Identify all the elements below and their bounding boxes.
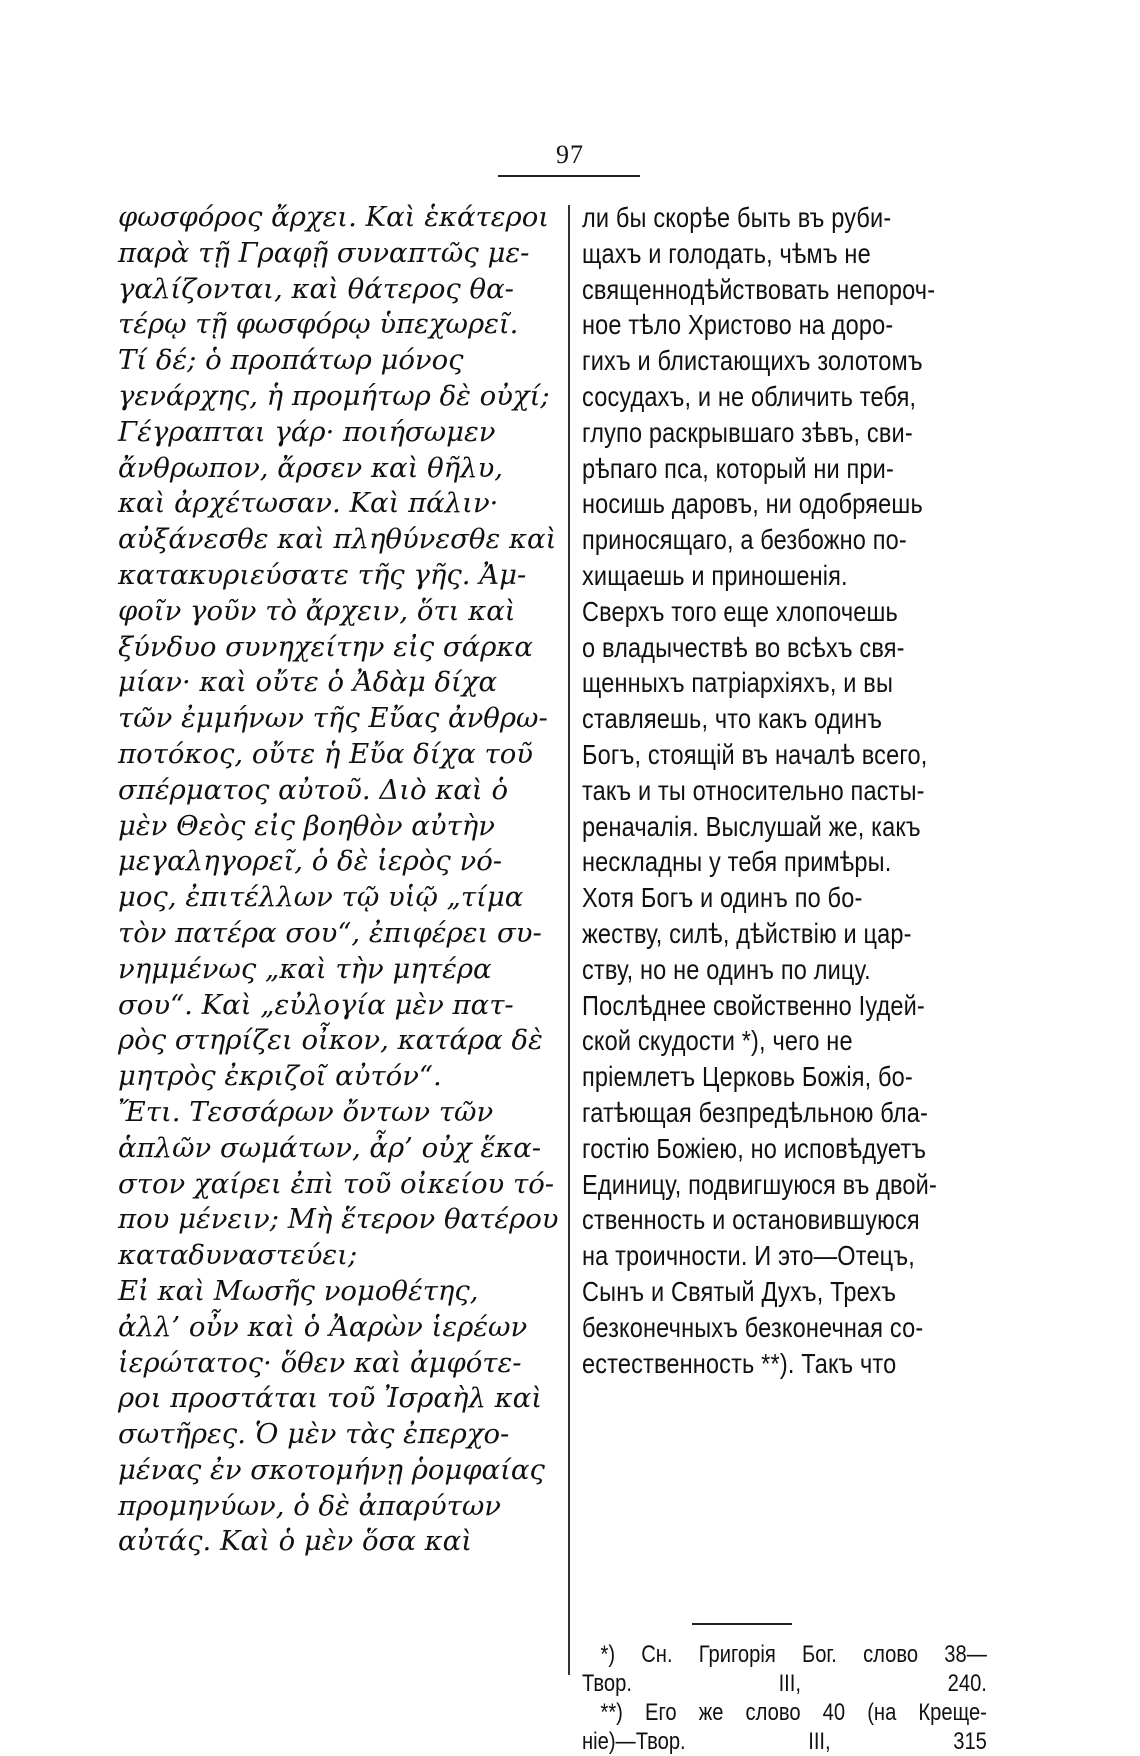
text-line: носишь даровъ, ни одобряешь <box>582 488 923 520</box>
text-line: σωτῆρες. Ὁ μὲν τὰς ἐπερχο- <box>118 1418 510 1451</box>
footnote-line: *) Сн. Григорія Бог. слово 38— <box>600 1641 987 1668</box>
text-line: μος, ἐπιτέλλων τῷ υἱῷ „τίμα <box>118 881 524 914</box>
text-line: реначалія. Выслушай же, какъ <box>582 810 921 842</box>
text-line: μὲν Θεὸς εἰς βοηθὸν αὐτὴν <box>118 809 495 842</box>
text-line: σου“. Καὶ „εὐλογία μὲν πατ- <box>118 988 514 1021</box>
right-column-russian <box>582 200 995 1381</box>
header-rule <box>498 175 640 177</box>
text-line: ξύνδυο συνηχείτην εἰς σάρκα <box>118 630 533 663</box>
text-line: Хотя Богъ и одинъ по бо- <box>582 882 863 914</box>
text-line: нескладны у тебя примѣры. <box>582 846 892 878</box>
footnote-line: Твор. III, 240. <box>582 1670 987 1697</box>
footnote-rule <box>692 1623 792 1625</box>
text-line: γενάρχης, ἡ προμήτωρ δὲ οὐχί; <box>118 379 550 412</box>
text-line: μητρὸς ἐκριζοῖ αὐτόν“. <box>118 1060 442 1093</box>
column-divider <box>568 205 570 1675</box>
text-line: αὐτάς. Καὶ ὁ μὲν ὅσα καὶ <box>118 1525 473 1558</box>
text-line: Τί δέ; ὁ προπάτωρ μόνος <box>118 344 464 377</box>
text-line: καταδυναστεύει; <box>118 1239 358 1272</box>
text-line: Γέγραπται γάρ· ποιήσωμεν <box>118 415 496 448</box>
text-line: ἀλλ’ οὖν καὶ ὁ Ἀαρὼν ἱερέων <box>118 1310 528 1343</box>
footnotes <box>582 1640 987 1756</box>
text-line: естественность **). Такъ что <box>582 1347 897 1379</box>
text-line: φωσφόρος ἄρχει. Καὶ ἑκάτεροι <box>118 201 550 233</box>
text-line: рѣпаго пса, который ни при- <box>582 452 894 484</box>
text-line: ἄνθρωπον, ἄρσεν καὶ θῆλυ, <box>118 451 504 484</box>
text-line: такъ и ты относительно пасты- <box>582 774 925 806</box>
footnote-line: ніе)—Твор. III, 315 <box>582 1728 987 1755</box>
text-line: τὸν πατέρα σου“, ἐπιφέρει συ- <box>118 916 542 949</box>
text-line: Сверхъ того еще хлопочешь <box>582 595 898 627</box>
text-line: σπέρματος αὐτοῦ. Διὸ καὶ ὁ <box>118 773 509 806</box>
text-line: τῶν ἐμμήνων τῆς Εὔας ἀνθρω- <box>118 702 548 735</box>
text-line: παρὰ τῇ Γραφῇ συναπτῶς με- <box>118 236 530 269</box>
text-line: на троичности. И это—Отецъ, <box>582 1240 915 1272</box>
text-line: τέρῳ τῇ φωσφόρῳ ὑπεχωρεῖ. <box>118 308 519 341</box>
text-line: приносящаго, а безбожно по- <box>582 524 907 556</box>
text-line: Богъ, стоящій въ началѣ всего, <box>582 738 928 770</box>
text-line: νημμένως „καὶ τὴν μητέρα <box>118 952 492 985</box>
text-line: сосудахъ, и не обличить тебя, <box>582 380 917 412</box>
text-line: гихъ и блистающихъ золотомъ <box>582 345 923 377</box>
text-line: жеству, силѣ, дѣйствію и цар- <box>582 917 912 949</box>
text-line: Послѣднее свойственно Іудей- <box>582 989 925 1021</box>
text-line: ской скудости *), чего не <box>582 1025 853 1057</box>
text-line: хищаешь и приношенія. <box>582 559 848 591</box>
text-line: гатѣющая безпредѣльною бла- <box>582 1096 929 1128</box>
text-line: Единицу, подвигшуюся въ двой- <box>582 1168 937 1200</box>
text-line: γαλίζονται, καὶ θάτερος θα- <box>118 272 514 305</box>
text-line: αὐξάνεσθε καὶ πληθύνεσθε καὶ <box>118 523 557 556</box>
text-line: ροι προστάται τοῦ Ἰσραὴλ καὶ <box>118 1382 543 1415</box>
text-line: глупо раскрывшаго зѣвъ, сви- <box>582 416 913 448</box>
text-line: гостію Божіею, но исповѣдуетъ <box>582 1132 927 1164</box>
text-line: Ἔτι. Τεσσάρων ὄντων τῶν <box>118 1095 494 1128</box>
text-line: священнодѣйствовать непороч- <box>582 273 936 305</box>
text-line: μεγαληγορεῖ, ὁ δὲ ἱερὸς νό- <box>118 845 503 878</box>
text-line: καὶ ἀρχέτωσαν. Καὶ πάλιν· <box>118 487 499 520</box>
text-line: ставляешь, что какъ одинъ <box>582 703 883 735</box>
footnote-line: **) Его же слово 40 (на Креще- <box>600 1699 987 1726</box>
text-line: безконечныхъ безконечная со- <box>582 1311 924 1343</box>
text-line: ἱερώτατος· ὅθεν καὶ ἀμφότε- <box>118 1346 522 1379</box>
text-line: о владычествѣ во всѣхъ свя- <box>582 631 905 663</box>
text-line: ству, но не одинъ по лицу. <box>582 953 871 985</box>
left-column-greek <box>118 200 559 1560</box>
text-line: щахъ и голодать, чѣмъ не <box>582 237 871 269</box>
text-line: κατακυριεύσατε τῆς γῆς. Ἀμ- <box>118 558 527 591</box>
page-number: 97 <box>556 140 584 169</box>
text-line: Εἰ καὶ Μωσῆς νομοθέτης, <box>118 1274 479 1307</box>
text-line: μένας ἐν σκοτομήνῃ ῥομφαίας <box>118 1453 545 1486</box>
text-line: ственность и остановившуюся <box>582 1204 920 1236</box>
text-line: щенныхъ патріархіяхъ, и вы <box>582 667 894 699</box>
text-line: ἁπλῶν σωμάτων, ἆρ’ οὐχ ἕκα- <box>118 1131 541 1164</box>
text-line: μίαν· καὶ οὔτε ὁ Ἀδὰμ δίχα <box>118 666 498 699</box>
text-line: προμηνύων, ὁ δὲ ἀπαρύτων <box>118 1489 502 1522</box>
text-line: ное тѣло Христово на доро- <box>582 309 894 341</box>
text-line: Сынъ и Святый Духъ, Трехъ <box>582 1275 897 1307</box>
text-line: ли бы скорѣе быть въ руби- <box>582 202 892 233</box>
text-line: ρὸς στηρίζει οἶκον, κατάρα δὲ <box>118 1024 543 1057</box>
text-line: пріемлетъ Церковь Божія, бо- <box>582 1061 913 1093</box>
text-line: που μένειν; Μὴ ἕτερον θατέρου <box>118 1203 559 1236</box>
text-line: στον χαίρει ἐπὶ τοῦ οἰκείου τό- <box>118 1167 555 1200</box>
text-line: φοῖν γοῦν τὸ ἄρχειν, ὅτι καὶ <box>118 594 516 627</box>
text-line: ποτόκος, οὔτε ἡ Εὔα δίχα τοῦ <box>118 737 533 770</box>
